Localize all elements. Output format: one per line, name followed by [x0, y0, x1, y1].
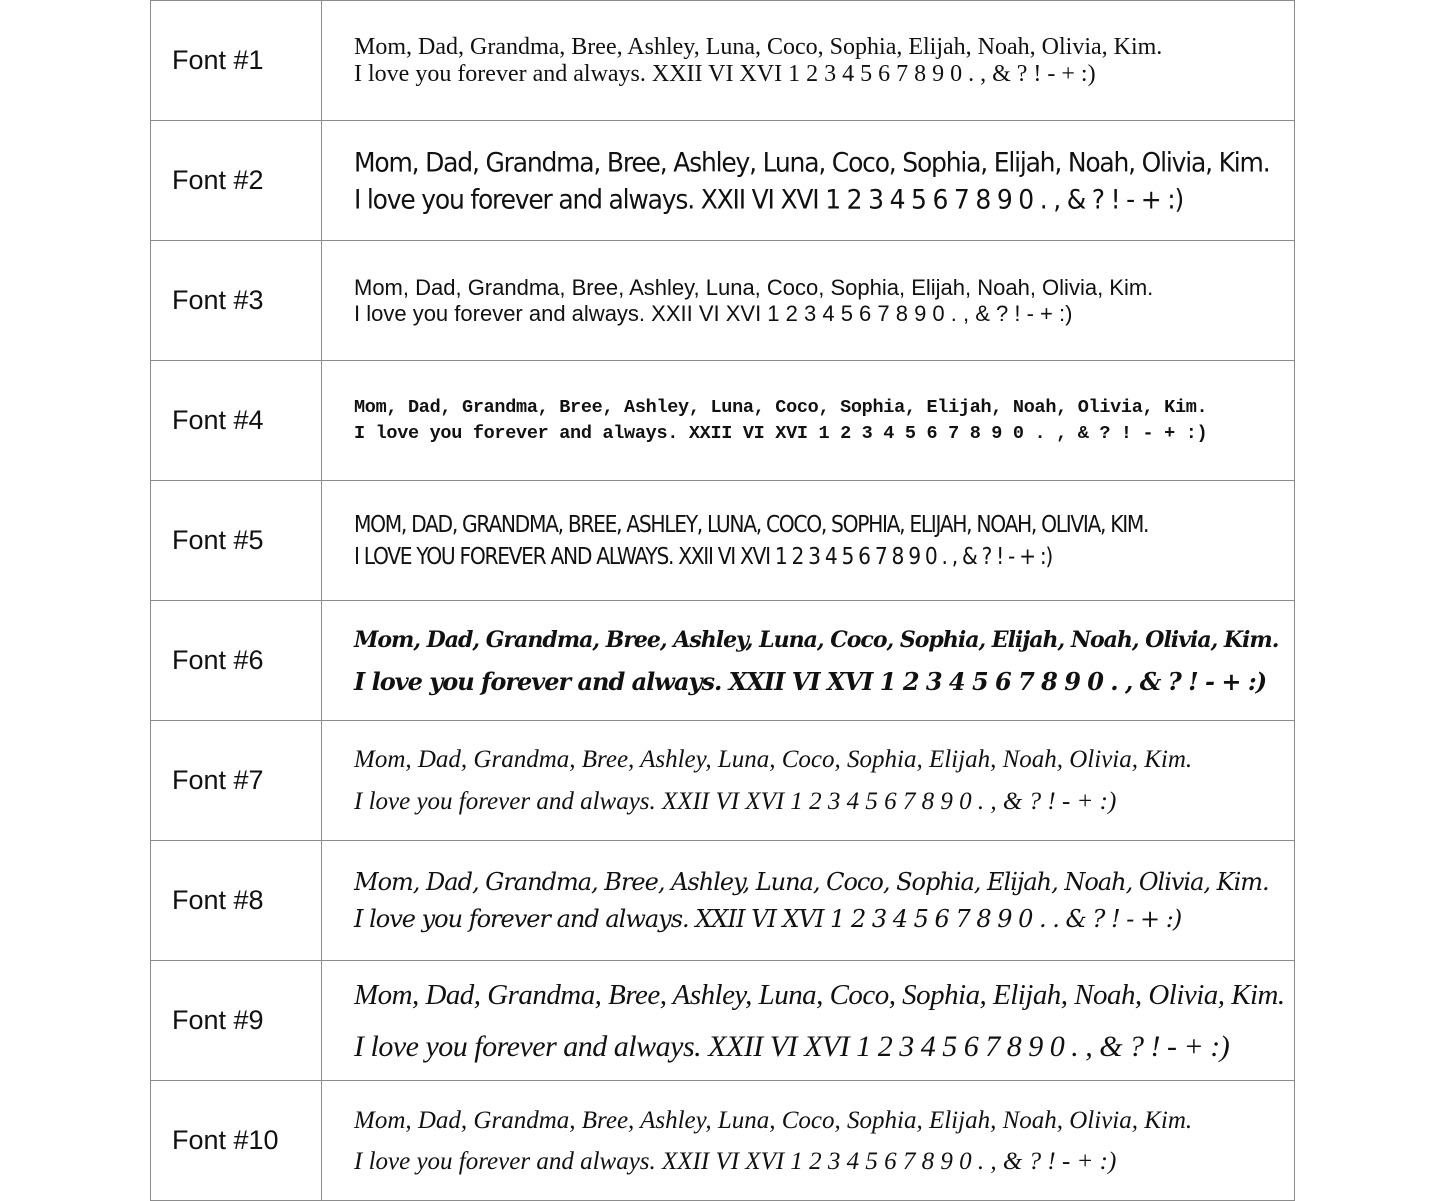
font-label: Font #9 [151, 961, 322, 1081]
font-sample [322, 481, 1295, 601]
sample-line-message: I love you forever and always. XXII VI XVI 1 2 3 4 5 6 7 8 9 0 . , & ? ! - + :) [354, 1147, 1117, 1175]
sample-line-names: Mom, Dad, Grandma, Bree, Ashley, Luna, Coco, Sophia, Elijah, Noah, Olivia, Kim. [354, 33, 1163, 60]
sample-line-names: Mom, Dad, Grandma, Bree, Ashley, Luna, Coco, Sophia, Elijah, Noah, Olivia, Kim. [354, 978, 1285, 1011]
sample-line-names: Mom, Dad, Grandma, Bree, Ashley, Luna, Coco, Sophia, Elijah, Noah, Olivia, Kim. [354, 274, 1154, 300]
sample-line-message: I love you forever and always. XXII VI XVI 1 2 3 4 5 6 7 8 9 0 . , & ? ! - + :) [354, 787, 1117, 815]
font-row [151, 841, 1295, 961]
font-row [151, 601, 1295, 721]
sample-line-names: Mom, Dad, Grandma, Bree, Ashley, Luna, Coco, Sophia, Elijah, Noah, Olivia, Kim. [354, 626, 1279, 653]
font-row [151, 1081, 1295, 1201]
font-sample [322, 1, 1295, 121]
font-label: Font #3 [151, 241, 322, 361]
sample-line-message: I LOVE YOU FOREVER AND ALWAYS. XXII VI XVI 1 2 3 4 5 6 7 8 9 0 . , & ? ! - + :) [354, 543, 1052, 570]
font-row [151, 721, 1295, 841]
sample-line-message: I love you forever and always. XXII VI XVI 1 2 3 4 5 6 7 8 9 0 . , & ? ! - + :) [354, 60, 1096, 87]
sample-line-message: I love you forever and always. XXII VI XVI 1 2 3 4 5 6 7 8 9 0 . , & ? ! - + :) [354, 183, 1183, 215]
font-row [151, 241, 1295, 361]
sample-line-message: I love you forever and always. XXII VI XVI 1 2 3 4 5 6 7 8 9 0 . . & ? ! - + :) [354, 904, 1182, 933]
font-sample [322, 241, 1295, 361]
font-sample [322, 1081, 1295, 1201]
font-row [151, 1, 1295, 121]
font-label: Font #2 [151, 121, 322, 241]
font-row [151, 481, 1295, 601]
sample-line-message: I love you forever and always. XXII VI XVI 1 2 3 4 5 6 7 8 9 0 . , & ? ! - + :) [354, 666, 1267, 696]
font-row [151, 361, 1295, 481]
font-label: Font #6 [151, 601, 322, 721]
font-sample [322, 601, 1295, 721]
sample-line-names: Mom, Dad, Grandma, Bree, Ashley, Luna, Coco, Sophia, Elijah, Noah, Olivia, Kim. [354, 867, 1269, 896]
sample-line-message: I love you forever and always. XXII VI XVI 1 2 3 4 5 6 7 8 9 0 . , & ? ! - + :) [354, 300, 1073, 326]
font-label: Font #7 [151, 721, 322, 841]
sample-line-names: Mom, Dad, Grandma, Bree, Ashley, Luna, Coco, Sophia, Elijah, Noah, Olivia, Kim. [354, 396, 1208, 418]
font-sample [322, 721, 1295, 841]
font-row [151, 121, 1295, 241]
font-row [151, 961, 1295, 1081]
font-sample [322, 121, 1295, 241]
sample-line-names: Mom, Dad, Grandma, Bree, Ashley, Luna, Coco, Sophia, Elijah, Noah, Olivia, Kim. [354, 745, 1193, 773]
font-label: Font #5 [151, 481, 322, 601]
font-sample [322, 361, 1295, 481]
font-sample-table [150, 0, 1295, 1201]
sample-line-message: I love you forever and always. XXII VI XVI 1 2 3 4 5 6 7 8 9 0 . , & ? ! - + :) [354, 422, 1208, 444]
sample-line-message: I love you forever and always. XXII VI XVI 1 2 3 4 5 6 7 8 9 0 . , & ? ! - + :) [354, 1029, 1230, 1063]
sample-line-names: Mom, Dad, Grandma, Bree, Ashley, Luna, Coco, Sophia, Elijah, Noah, Olivia, Kim. [354, 146, 1270, 178]
font-sample [322, 961, 1295, 1081]
font-label: Font #10 [151, 1081, 322, 1201]
font-label: Font #1 [151, 1, 322, 121]
font-sample [322, 841, 1295, 961]
font-label: Font #4 [151, 361, 322, 481]
sample-line-names: Mom, Dad, Grandma, Bree, Ashley, Luna, Coco, Sophia, Elijah, Noah, Olivia, Kim. [354, 1106, 1193, 1134]
font-label: Font #8 [151, 841, 322, 961]
sample-line-names: MOM, DAD, GRANDMA, BREE, ASHLEY, LUNA, COCO, SOPHIA, ELIJAH, NOAH, OLIVIA, KIM. [354, 511, 1149, 538]
